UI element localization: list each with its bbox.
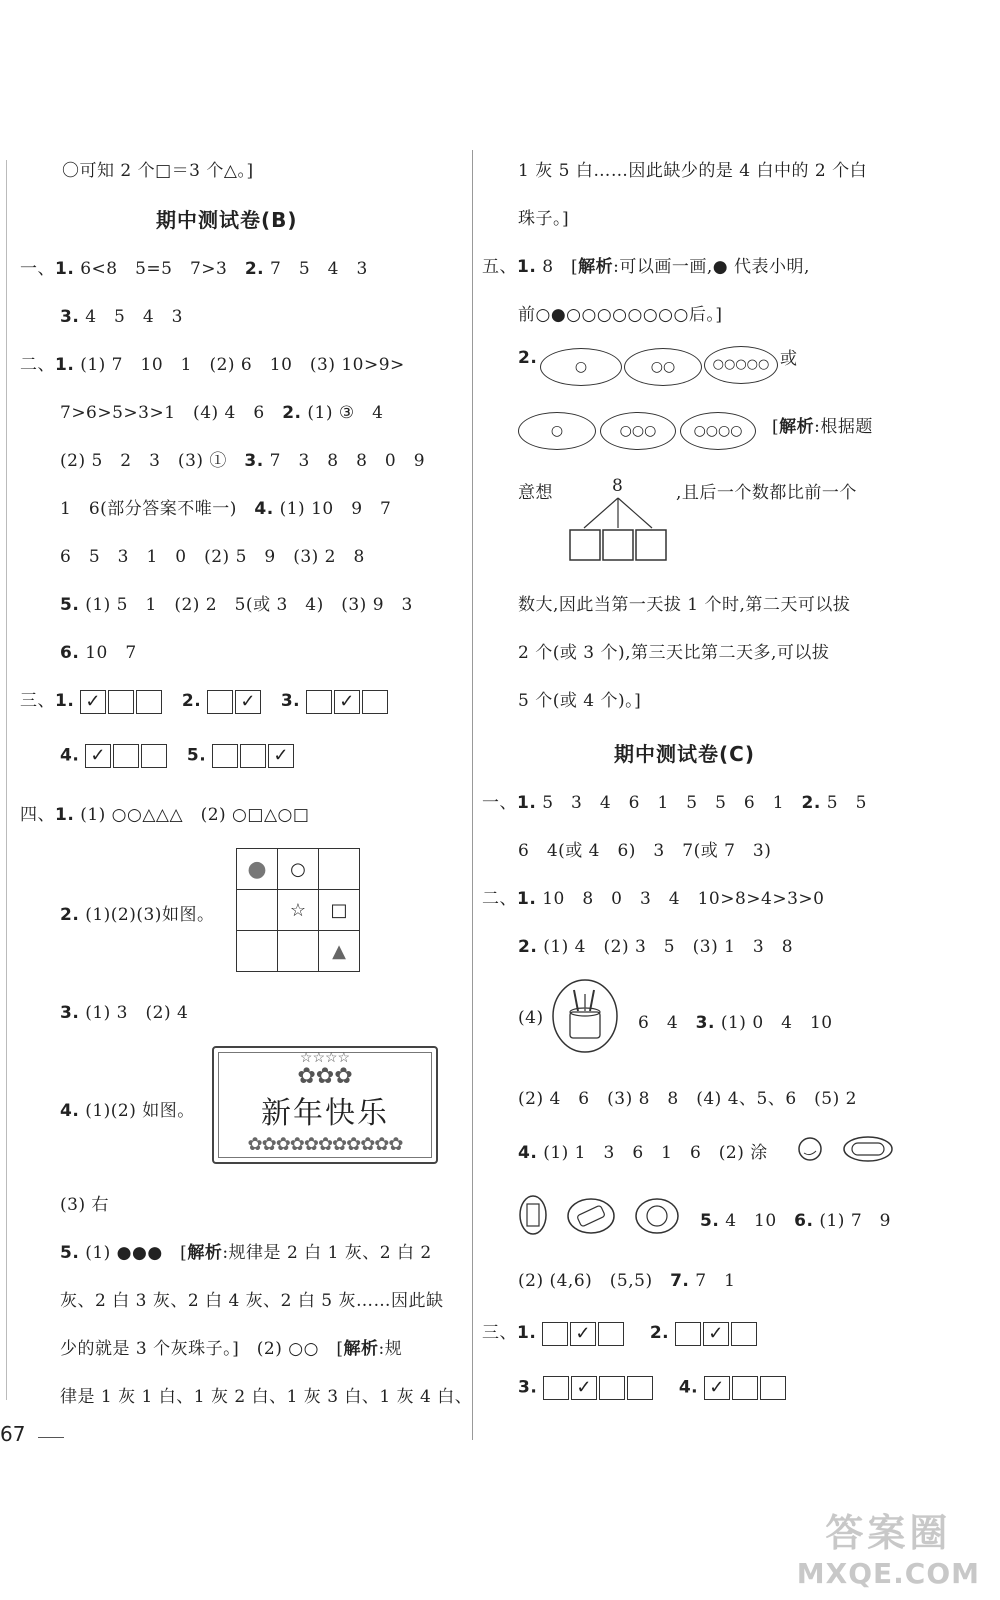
- grid-cell: [278, 931, 319, 972]
- answer-line: [518, 1376, 788, 1400]
- item-number: 2.: [801, 793, 821, 813]
- check-box: [136, 690, 162, 714]
- split-diagram: [568, 476, 668, 566]
- item-number: 2.: [518, 937, 538, 957]
- answer-line: [482, 788, 867, 813]
- oval-group: [624, 348, 702, 386]
- item-number: 2.: [649, 1323, 670, 1343]
- item-number: 4.: [518, 1143, 538, 1163]
- check-box: [306, 690, 332, 714]
- answer-line: [638, 1008, 833, 1033]
- card-flowers: ✿✿✿: [297, 1064, 353, 1089]
- answer-line: ,且后一个数都比前一个: [676, 483, 857, 503]
- text-line: 珠子。]: [518, 209, 570, 229]
- text-line: 〇可知 2 个□＝3 个△。]: [62, 161, 254, 181]
- answer-line: [20, 254, 368, 279]
- answer-text: (1) 4 (2) 3 5 (3) 1 3 8: [537, 937, 794, 957]
- answer-text: :规: [378, 1339, 403, 1359]
- grid-cell: ▲: [319, 931, 360, 972]
- check-box: [732, 1376, 758, 1400]
- item-number: 2.: [181, 691, 202, 711]
- watermark-top: 答案圈: [825, 1511, 952, 1555]
- answer-line: [60, 900, 214, 925]
- answer-line: [60, 744, 296, 768]
- check-box: ✓: [235, 690, 261, 714]
- check-box: ✓: [268, 744, 294, 768]
- item-number: 3.: [60, 1003, 80, 1023]
- item-number: 3.: [244, 451, 264, 471]
- oval-content: ○: [550, 423, 564, 439]
- text-line: 1 灰 5 白……因此缺少的是 4 白中的 2 个白: [518, 161, 868, 181]
- shape-capsule-icon: [842, 1134, 894, 1164]
- item-number: 1.: [517, 1323, 537, 1343]
- analysis-label: 解析: [578, 257, 614, 277]
- item-number: 5.: [186, 745, 207, 766]
- answer-text: 10 8 0 3 4 10>8>4>3>0: [536, 889, 825, 909]
- answer-line: [60, 494, 391, 519]
- answer-line: [60, 638, 137, 663]
- check-box: ✓: [85, 744, 111, 768]
- check-box: [731, 1322, 757, 1346]
- answer-text: (1)(2)(3)如图。: [79, 905, 215, 925]
- answer-line: [20, 686, 390, 714]
- item-number: 5.: [60, 1243, 80, 1263]
- page-number-dash: [38, 1437, 64, 1438]
- answer-text: (1) 0 4 10: [714, 1013, 833, 1033]
- answer-line: [20, 350, 405, 375]
- answer-text: 6<8 5=5 7>3: [74, 259, 245, 279]
- answer-text: (1) ③ 4: [301, 403, 384, 423]
- oval-group: [518, 412, 596, 450]
- answer-text: 8 [: [536, 257, 579, 277]
- grid-cell: [237, 931, 278, 972]
- item-number: 2.: [60, 905, 80, 925]
- item-number: 1.: [55, 355, 75, 375]
- card-title: 新年快乐: [261, 1096, 389, 1131]
- section-title-b: 期中测试卷(B): [156, 208, 298, 232]
- pencil-cup-drawing: [550, 978, 620, 1054]
- answer-text: 10 7: [79, 643, 137, 663]
- position-grid: [236, 848, 360, 972]
- answer-line: (2) 4 6 (3) 8 8 (4) 4、5、6 (5) 2: [518, 1089, 857, 1109]
- check-box: [113, 744, 139, 768]
- answer-text: (2) (4,6) (5,5): [518, 1271, 671, 1291]
- item-number: 7.: [670, 1271, 690, 1291]
- page-number: 67: [0, 1422, 26, 1446]
- item-number: 3.: [695, 1013, 715, 1033]
- item-number: 3.: [60, 307, 80, 327]
- grid-cell: ○: [278, 849, 319, 890]
- check-box: [599, 1376, 625, 1400]
- section-label: 一、: [20, 259, 55, 279]
- section-title-c: 期中测试卷(C): [614, 742, 755, 766]
- oval-group: [540, 348, 622, 386]
- answer-text: 5 3 4 6 1 5 5 6 1: [536, 793, 802, 813]
- answer-line: [60, 302, 183, 327]
- answer-line: [60, 446, 425, 471]
- answer-text: (1) 7 10 1 (2) 6 10 (3) 10>9>: [74, 355, 405, 375]
- shape-eraser-icon: [566, 1196, 616, 1236]
- answer-line: [700, 1206, 891, 1231]
- pencil-cup-icon: [550, 978, 620, 1054]
- answer-text: :根据题: [814, 417, 873, 437]
- check-box: ✓: [334, 690, 360, 714]
- answer-line: 2 个(或 3 个),第三天比第二天多,可以拔: [518, 643, 830, 663]
- answer-line: [60, 998, 188, 1023]
- check-box: [543, 1376, 569, 1400]
- shape-ball-icon: [796, 1135, 824, 1163]
- shape-box-icon: [518, 1194, 548, 1236]
- answer-text: 7 3 8 8 0 9: [263, 451, 426, 471]
- answer-line: (3) 右: [60, 1195, 109, 1215]
- check-box: [207, 690, 233, 714]
- check-box: [362, 690, 388, 714]
- answer-text: :规律是 2 白 1 灰、2 白 2: [222, 1243, 432, 1263]
- item-number: 1.: [517, 793, 537, 813]
- oval-group: [704, 346, 778, 384]
- or-text: 或: [780, 349, 798, 369]
- answer-text: (1)(2) 如图。: [79, 1101, 195, 1121]
- greeting-card: [212, 1046, 438, 1164]
- answer-text: (1) 10 9 7: [273, 499, 392, 519]
- split-top-number: 8: [612, 476, 623, 496]
- analysis-label: 解析: [343, 1339, 379, 1359]
- check-box: [760, 1376, 786, 1400]
- answer-line: [518, 348, 537, 368]
- answer-text: :可以画一画,● 代表小明,: [613, 257, 810, 277]
- check-box: ✓: [80, 690, 106, 714]
- answer-line: [60, 1334, 402, 1359]
- check-box: [240, 744, 266, 768]
- answer-line: [482, 1318, 759, 1346]
- answer-text: 4 10: [719, 1211, 795, 1231]
- check-box: ✓: [704, 1376, 730, 1400]
- oval-group: [680, 412, 756, 450]
- item-number: 1.: [55, 805, 75, 825]
- watermark: [797, 1502, 980, 1590]
- item-number: 1.: [55, 691, 75, 711]
- check-box: [598, 1322, 624, 1346]
- answer-line: 6 5 3 1 0 (2) 5 9 (3) 2 8: [60, 547, 365, 567]
- answer-text: 5 5: [820, 793, 867, 813]
- answer-text: (1) 5 1 (2) 2 5(或 3 4) (3) 9 3: [79, 595, 413, 615]
- answer-line: [518, 932, 793, 957]
- check-box: [212, 744, 238, 768]
- item-number: 4.: [254, 499, 274, 519]
- answer-line: [60, 1238, 432, 1263]
- answer-line: [772, 412, 873, 437]
- section-label: 四、: [20, 805, 55, 825]
- item-number: 5.: [60, 595, 80, 615]
- oval-group: [600, 412, 676, 450]
- left-margin-line: [6, 160, 7, 1400]
- answer-line: [482, 252, 810, 277]
- grid-cell: ☆: [278, 890, 319, 931]
- oval-content: ○○: [650, 359, 676, 375]
- answer-text: (1) 1 3 6 1 6 (2) 涂: [537, 1143, 768, 1163]
- answer-text: (1) ●●● [: [79, 1243, 188, 1263]
- section-label: 二、: [20, 355, 55, 375]
- answer-text: 7 5 4 3: [264, 259, 368, 279]
- item-number: 1.: [517, 257, 537, 277]
- answer-text: (1) 3 (2) 4: [79, 1003, 189, 1023]
- check-box: [542, 1322, 568, 1346]
- grid-cell: ●: [237, 849, 278, 890]
- answer-line: [482, 884, 824, 909]
- answer-line: [60, 590, 413, 615]
- answer-line: 意想: [518, 483, 553, 503]
- item-number: 6.: [794, 1211, 814, 1231]
- answer-text: (1) ○○△△△ (2) ○□△○□: [74, 805, 310, 825]
- answer-line: [60, 1096, 195, 1121]
- answer-text: 4 5 4 3: [79, 307, 183, 327]
- check-box: [108, 690, 134, 714]
- item-number: 3.: [518, 1377, 538, 1398]
- item-number: 2.: [518, 348, 538, 368]
- item-number: 5.: [700, 1211, 720, 1231]
- card-bottom-border: ✿✿✿✿✿✿✿✿✿✿✿: [247, 1134, 403, 1155]
- answer-line: 数大,因此当第一天拔 1 个时,第二天可以拔: [518, 595, 851, 615]
- item-number: 4.: [60, 745, 80, 766]
- answer-line: 前○●○○○○○○○○后。]: [518, 305, 723, 325]
- answer-line: [60, 398, 383, 423]
- item-number: 3.: [280, 691, 301, 711]
- answer-line: 6 4(或 4 6) 3 7(或 7 3): [518, 841, 772, 861]
- shape-coin-icon: [634, 1196, 680, 1236]
- item-number: 1.: [517, 889, 537, 909]
- answer-line: 5 个(或 4 个)。]: [518, 691, 642, 711]
- analysis-label: 解析: [187, 1243, 223, 1263]
- answer-line: 律是 1 灰 1 白、1 灰 2 白、1 灰 3 白、1 灰 4 白、: [60, 1387, 473, 1407]
- split-lines: [568, 476, 668, 566]
- grid-cell: [319, 849, 360, 890]
- section-label: 三、: [20, 691, 55, 711]
- check-box: [141, 744, 167, 768]
- oval-content: ○: [574, 359, 588, 375]
- answer-text: [: [772, 417, 780, 437]
- check-box: ✓: [703, 1322, 729, 1346]
- check-box: ✓: [571, 1376, 597, 1400]
- item-number: 4.: [678, 1377, 699, 1398]
- answer-text: 7 1: [689, 1271, 736, 1291]
- answer-line: 灰、2 白 3 灰、2 白 4 灰、2 白 5 灰……因此缺: [60, 1291, 444, 1311]
- answer-text: (2) 5 2 3 (3) ①: [60, 451, 245, 471]
- card-stars: ☆☆☆☆: [299, 1050, 351, 1066]
- answer-line: [518, 1138, 768, 1163]
- section-label: 二、: [482, 889, 517, 909]
- item-number: 2.: [282, 403, 302, 423]
- answer-text: (1) 7 9: [813, 1211, 891, 1231]
- oval-content: ○○○○○: [712, 357, 770, 372]
- watermark-url: MXQE.COM: [796, 1557, 980, 1590]
- check-box: [627, 1376, 653, 1400]
- answer-text: 7>6>5>3>1 (4) 4 6: [60, 403, 283, 423]
- item-number: 2.: [244, 259, 265, 279]
- grid-cell: [237, 890, 278, 931]
- answer-text: 少的就是 3 个灰珠子。] (2) ○○ [: [60, 1339, 344, 1359]
- section-label: 三、: [482, 1323, 517, 1343]
- oval-content: ○○○: [619, 423, 657, 439]
- item-number: 4.: [60, 1101, 80, 1121]
- analysis-label: 解析: [779, 417, 815, 437]
- check-box: ✓: [570, 1322, 596, 1346]
- item-number: 1.: [55, 259, 75, 279]
- check-box: [675, 1322, 701, 1346]
- oval-content: ○○○○: [693, 423, 743, 439]
- answer-line: (4): [518, 1008, 544, 1028]
- column-divider: [472, 150, 473, 1440]
- section-label: 五、: [482, 257, 517, 277]
- answer-line: [518, 1266, 735, 1291]
- answer-line: [20, 800, 309, 825]
- item-number: 6.: [60, 643, 80, 663]
- answer-text: 6 4: [638, 1013, 696, 1033]
- answer-text: 1 6(部分答案不唯一): [60, 499, 255, 519]
- grid-cell: □: [319, 890, 360, 931]
- section-label: 一、: [482, 793, 517, 813]
